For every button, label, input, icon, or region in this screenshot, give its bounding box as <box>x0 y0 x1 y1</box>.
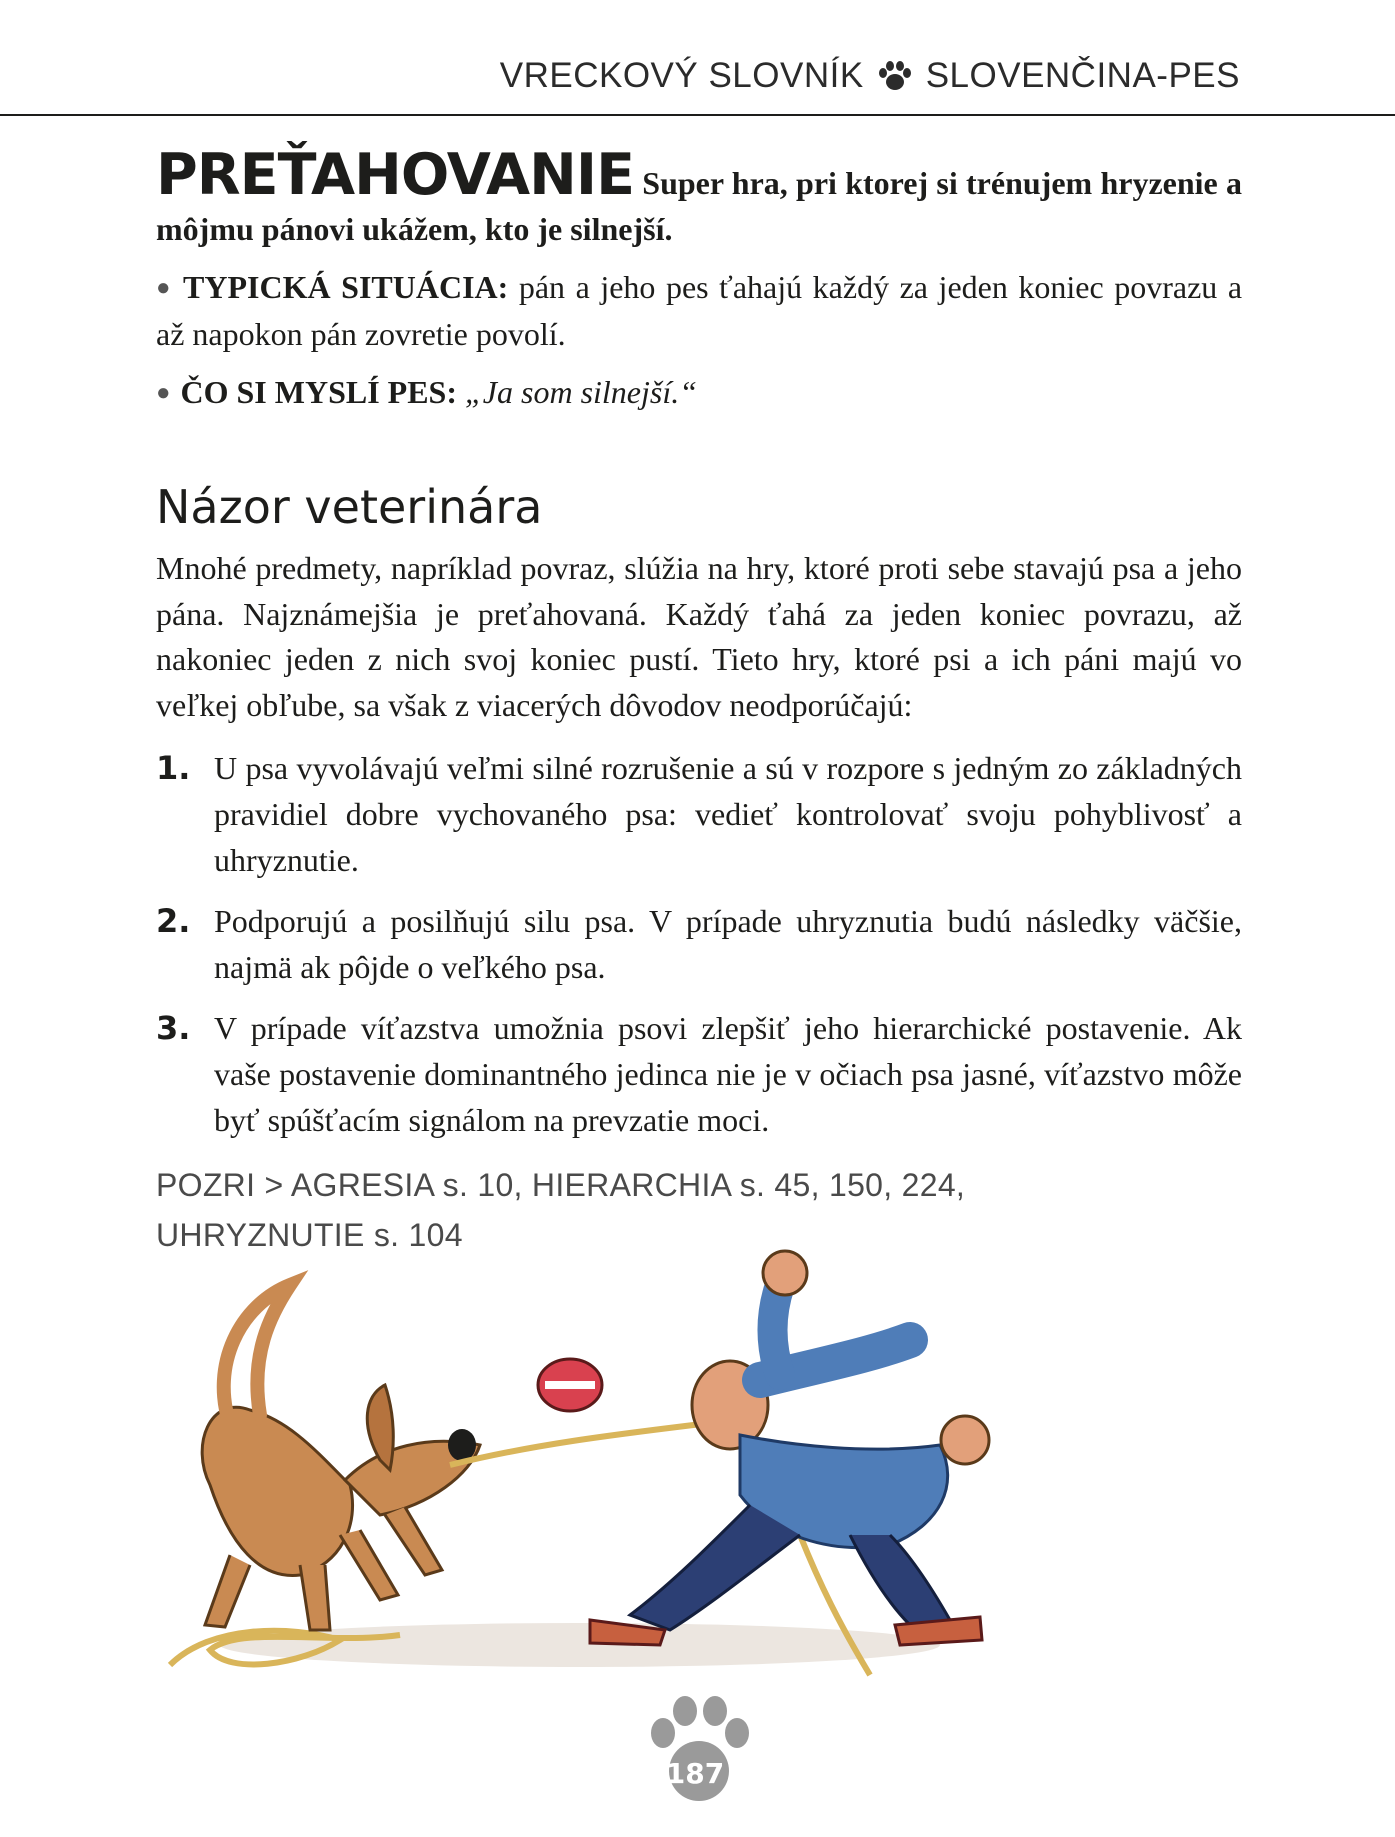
section-title: Názor veterinára <box>156 480 543 534</box>
running-head <box>500 56 1240 96</box>
list-item <box>156 898 1242 990</box>
list-text: Podporujú a posilňujú silu psa. V prípade uhryznutia budú následky väčšie, najmä ak pôjde o veľkého psa. <box>214 903 1242 985</box>
flying-dentures <box>538 1359 602 1411</box>
entry-definition: Super hra, pri ktorej si trénujem hryzenie a môjmu pánovi ukážem, kto je silnejší. <box>156 165 1242 247</box>
bullet-typical-situation <box>156 264 1242 357</box>
bullet-dog-thinks <box>156 369 1242 416</box>
numbered-list <box>156 745 1242 1158</box>
section-intro <box>156 546 1242 728</box>
dictionary-entry <box>156 142 1243 416</box>
list-item <box>156 1005 1242 1143</box>
see-also-line: UHRYZNUTIE s. 104 <box>156 1217 463 1253</box>
list-number: 3. <box>156 1009 191 1047</box>
bullet-dot: ● <box>156 380 171 406</box>
running-head-right: SLOVENČINA-PES <box>925 56 1240 95</box>
page-number: 187 <box>665 1757 725 1790</box>
bullet-text: pán a jeho pes ťahajú každý za jeden koniec povrazu a až napokon pán zovretie povolí. <box>156 269 1243 352</box>
paw-icon <box>645 1695 755 1810</box>
bullet-dot: ● <box>156 275 174 301</box>
running-head-left: VRECKOVÝ SLOVNÍK <box>499 56 864 95</box>
intro-paragraph: Mnohé predmety, napríklad povraz, slúžia na hry, ktoré proti sebe stavajú psa a jeho pána. Najznámejšia je preťahovaná. Každý ťahá za jeden koniec povrazu, až nakoniec jeden z nich svoj koniec pustí. Tieto hry, ktoré psi a ich páni majú vo veľkej obľube, sa však z viacerých dôvodov neodporúčajú: <box>156 550 1242 723</box>
page-header <box>0 0 1395 118</box>
bullet-label: ČO SI MYSLÍ PES: <box>180 374 457 410</box>
see-also-line: POZRI > AGRESIA s. 10, HIERARCHIA s. 45, 150, 224, <box>156 1167 966 1203</box>
man-figure <box>590 1251 989 1645</box>
list-number: 2. <box>156 902 191 940</box>
page-number-badge <box>645 1695 755 1810</box>
header-rule <box>0 114 1395 116</box>
paw-icon <box>878 60 912 92</box>
list-text: V prípade víťazstva umožnia psovi zlepšiť jeho hierarchické postavenie. Ak vaše postavenie dominantného jedinca nie je v očiach psa jasné, víťazstvo môže byť spúšťacím signálom na prevzatie moci. <box>214 1010 1242 1138</box>
entry-term: PREŤAHOVANIE <box>156 142 635 208</box>
bullet-label: TYPICKÁ SITUÁCIA: <box>183 269 509 305</box>
list-item <box>156 745 1242 883</box>
list-number: 1. <box>156 749 191 787</box>
bullet-quote: „Ja som silnejší.“ <box>465 374 698 410</box>
list-text: U psa vyvolávajú veľmi silné rozrušenie a sú v rozpore s jedným zo základných pravidiel dobre vychovaného psa: vedieť kontrolovať svoju pohyblivosť a uhryznutie. <box>214 750 1242 878</box>
tug-of-war-illustration <box>150 1245 1090 1685</box>
dog-figure <box>202 1285 480 1630</box>
